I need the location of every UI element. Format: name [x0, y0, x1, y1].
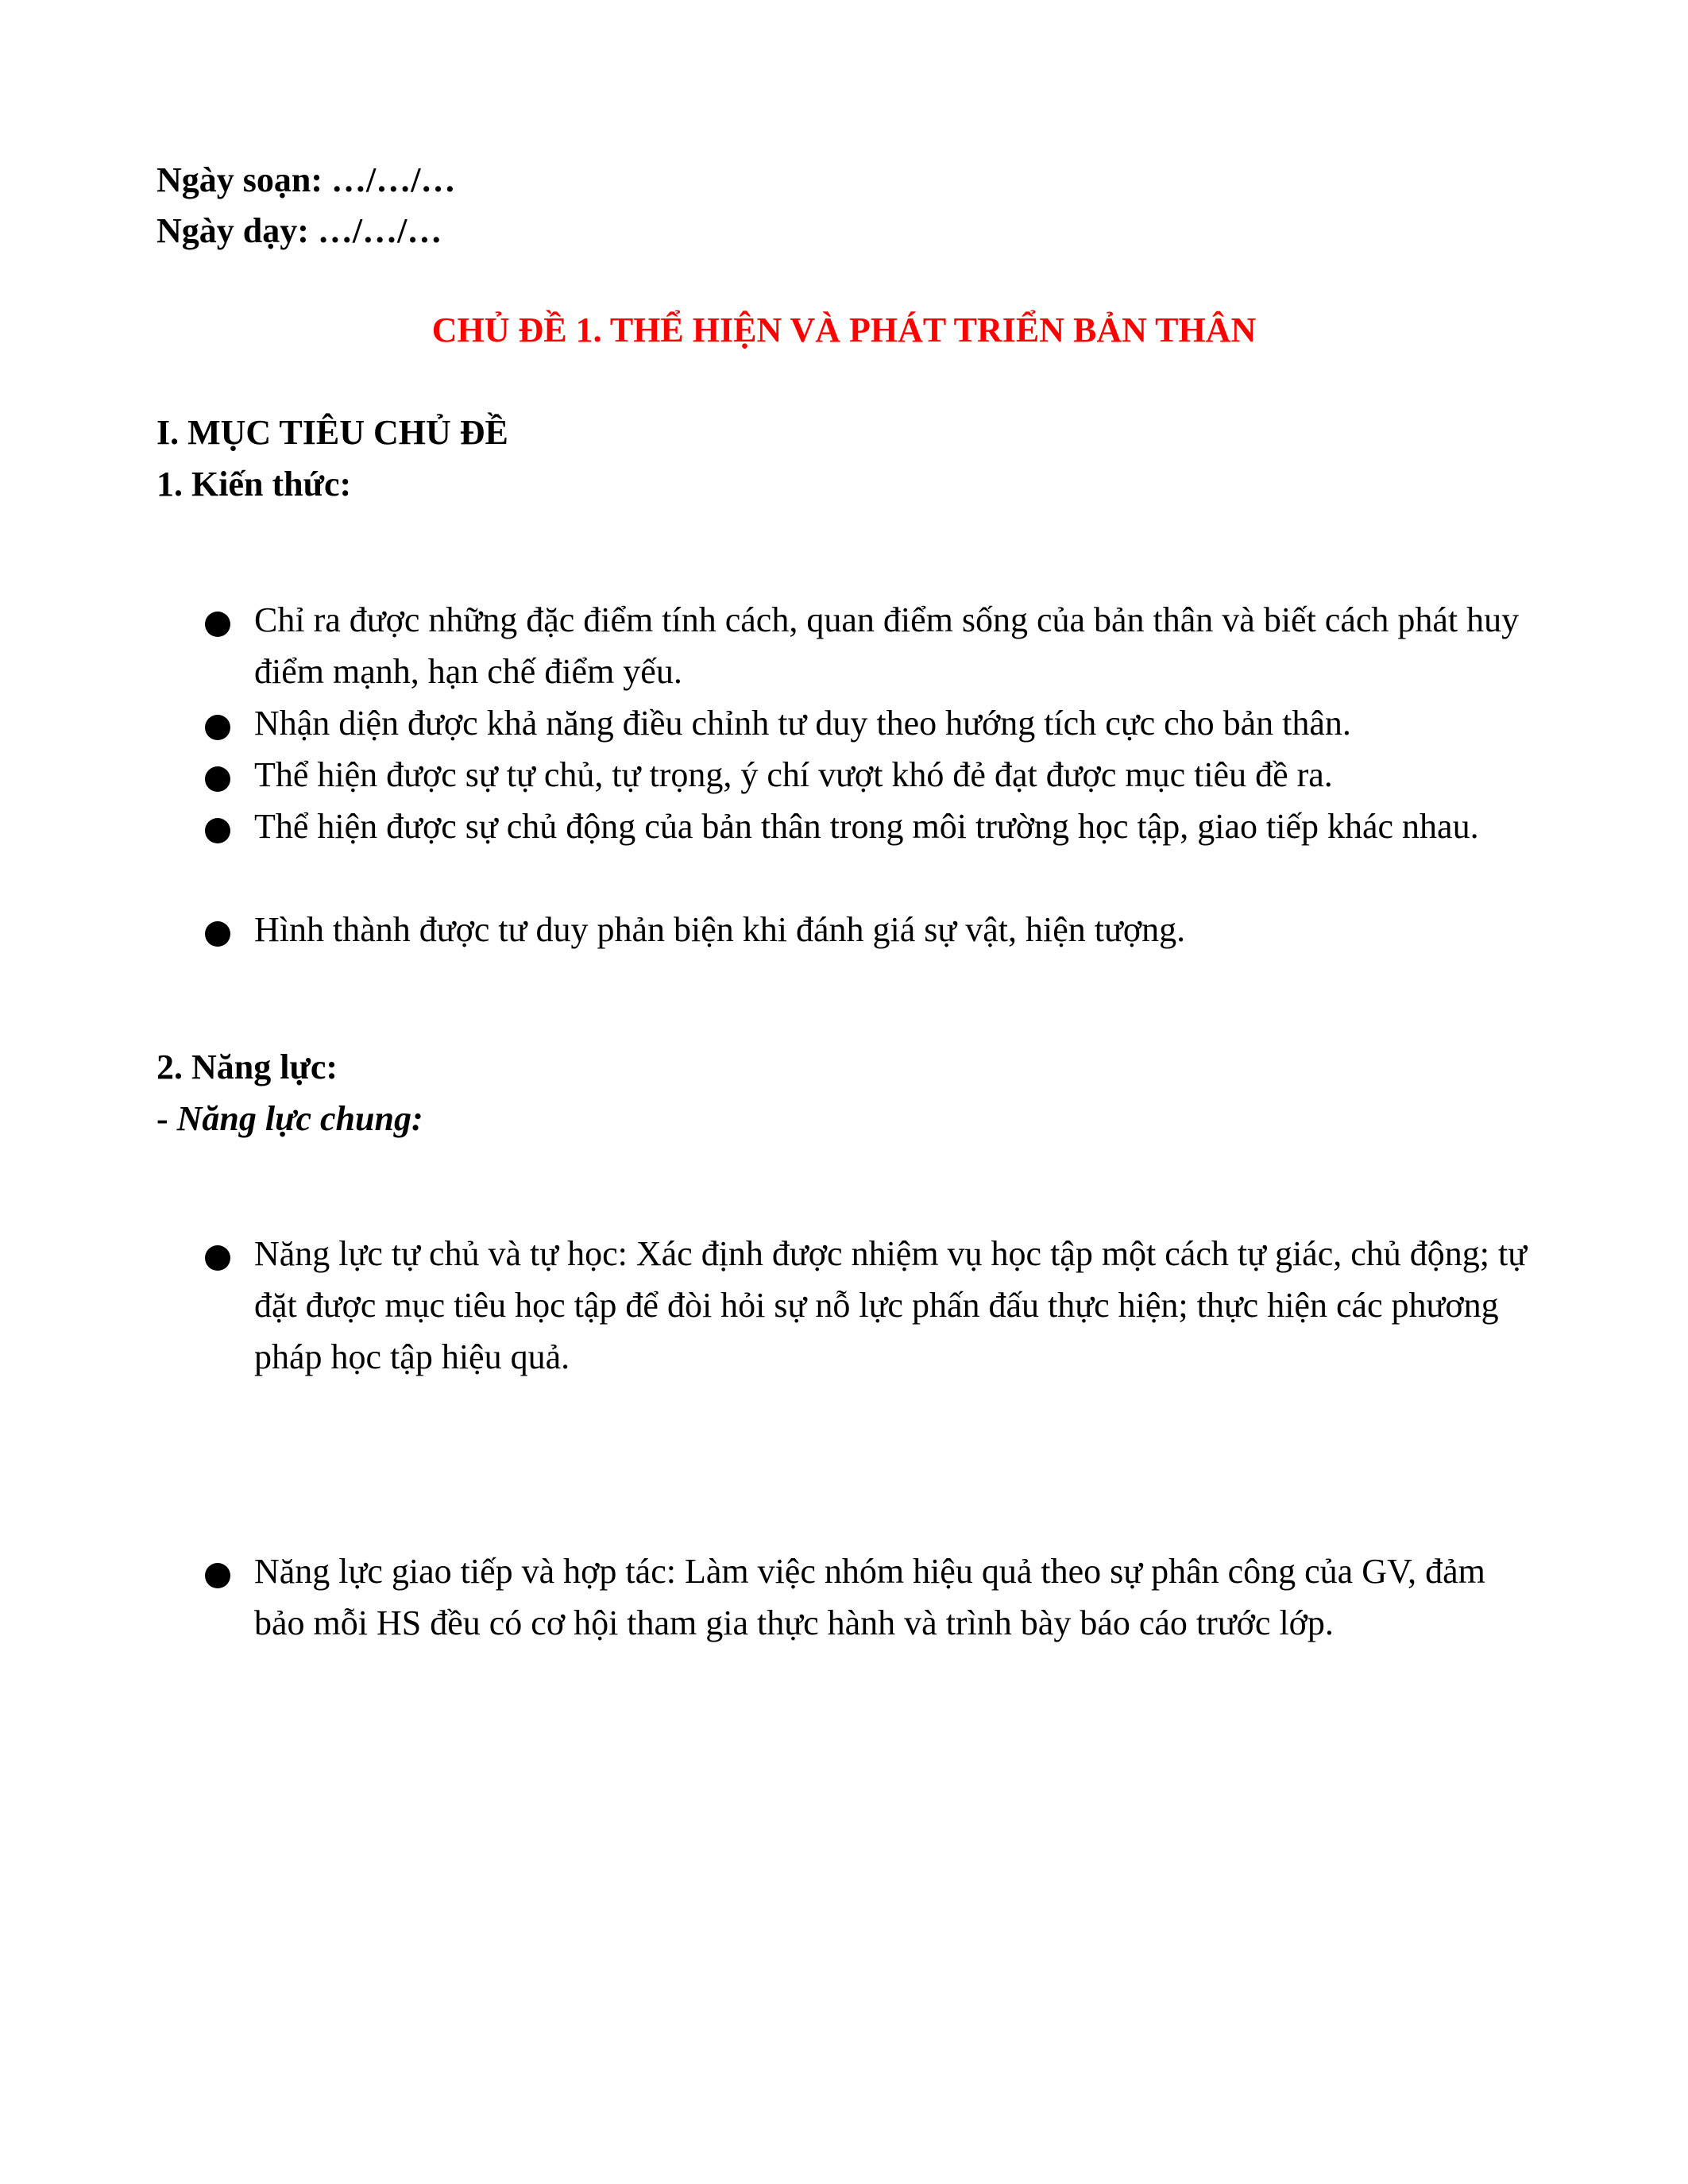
list-item: [205, 594, 1539, 697]
bullet-icon: [205, 715, 230, 740]
bullet-icon: [205, 612, 230, 637]
list-item: [205, 904, 1539, 955]
list-item: [205, 1545, 1539, 1649]
list-item-text: Chỉ ra được những đặc điểm tính cách, quan điểm sống của bản thân và biết cách phát huy điểm mạnh, hạn chế điểm yếu.: [254, 600, 1520, 691]
list-item: [205, 801, 1539, 852]
teach-date: Ngày dạy: …/…/…: [156, 211, 442, 250]
bullet-icon: [205, 921, 230, 947]
list-item-text: Năng lực tự chủ và tự học: Xác định được nhiệm vụ học tập một cách tự giác, chủ động; tự đặt được mục tiêu học tập để đòi hỏi sự nỗ lực phấn đấu thực hiện; thực hiện các phương pháp học tập hiệu quả.: [254, 1234, 1528, 1376]
list-item-text: Hình thành được tư duy phản biện khi đánh giá sự vật, hiện tượng.: [254, 910, 1186, 949]
list-item: [205, 749, 1539, 801]
general-competence-heading: [156, 1093, 423, 1145]
bullet-icon: [205, 766, 230, 792]
theme-title: CHỦ ĐỀ 1. THỂ HIỆN VÀ PHÁT TRIỂN BẢN THÂN: [431, 311, 1257, 349]
list-item-text: Thể hiện được sự tự chủ, tự trọng, ý chí vượt khó đẻ đạt được mục tiêu đề ra.: [254, 755, 1333, 794]
list-item-text: Nhận diện được khả năng điều chỉnh tư duy theo hướng tích cực cho bản thân.: [254, 704, 1351, 743]
competence-heading: 2. Năng lực:: [156, 1048, 338, 1086]
bullet-icon: [205, 1563, 230, 1588]
bullet-icon: [205, 818, 230, 843]
bullet-icon: [205, 1245, 230, 1271]
section-heading-objectives: I. MỤC TIÊU CHỦ ĐỀ: [156, 413, 508, 452]
dash: -: [156, 1099, 177, 1138]
list-item: [205, 697, 1539, 749]
list-item-text: Năng lực giao tiếp và hợp tác: Làm việc nhóm hiệu quả theo sự phân công của GV, đảm bảo mỗi HS đều có cơ hội tham gia thực hành và trình bày báo cáo trước lớp.: [254, 1552, 1485, 1642]
general-competence-label: Năng lực chung:: [176, 1099, 423, 1138]
list-item-text: Thể hiện được sự chủ động của bản thân trong môi trường học tập, giao tiếp khác nhau.: [254, 807, 1479, 846]
list-item: [205, 1228, 1539, 1383]
prep-date: Ngày soạn: …/…/…: [156, 160, 456, 199]
knowledge-heading: 1. Kiến thức:: [156, 465, 352, 504]
